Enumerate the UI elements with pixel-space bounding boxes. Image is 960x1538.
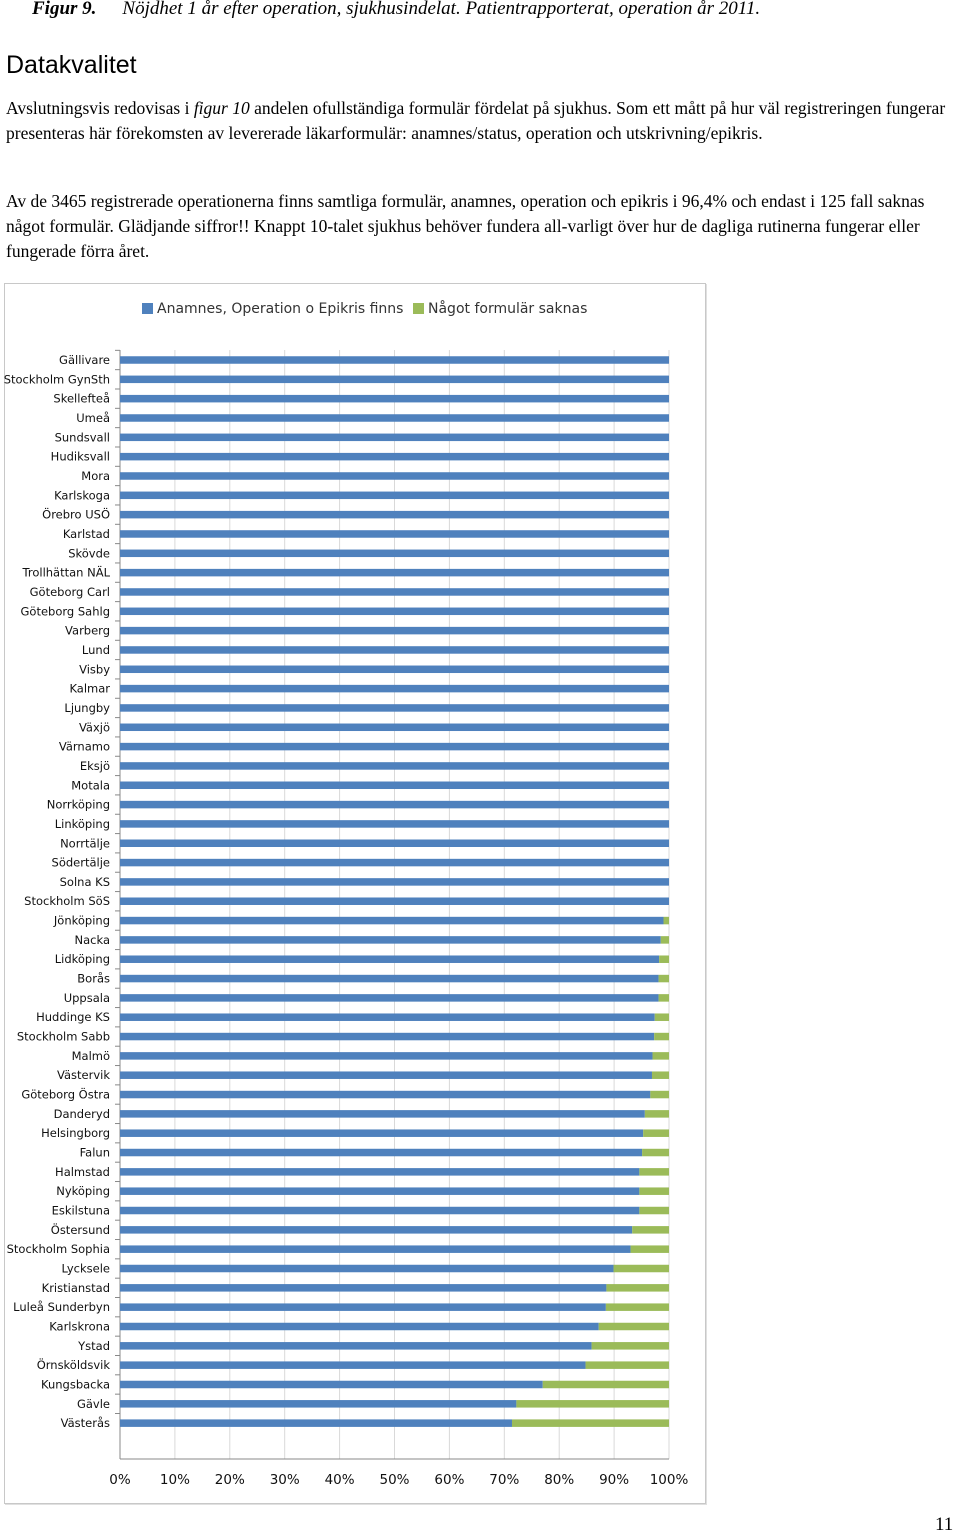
bar-complete xyxy=(120,1013,655,1021)
paragraph-intro-start: Avslutningsvis redovisas i xyxy=(6,98,194,118)
bar-complete xyxy=(120,569,669,577)
figure-caption-text: Nöjdhet 1 år efter operation, sjukhusindelat. Patientrapporterat, operation år 2011. xyxy=(122,0,761,19)
category-label: Trollhättan NÄL xyxy=(22,565,110,580)
bar-missing xyxy=(652,1071,669,1079)
figure-label: Figur 9. xyxy=(32,0,97,19)
bar-missing xyxy=(653,1052,669,1060)
x-tick-label: 70% xyxy=(489,1472,520,1488)
x-tick-label: 30% xyxy=(269,1472,300,1488)
category-label: Växjö xyxy=(78,720,110,735)
x-tick-label: 50% xyxy=(379,1472,410,1488)
category-label: Hudiksvall xyxy=(50,449,110,464)
bar-complete xyxy=(120,530,669,538)
category-label: Mora xyxy=(81,468,110,483)
bar-complete xyxy=(120,782,669,790)
bar-complete xyxy=(120,588,669,596)
bar-complete xyxy=(120,1052,653,1060)
category-label: Malmö xyxy=(71,1048,110,1063)
x-tick-label: 0% xyxy=(109,1472,131,1488)
bar-complete xyxy=(120,646,669,654)
bar-missing xyxy=(639,1187,669,1195)
category-label: Helsingborg xyxy=(41,1126,110,1141)
x-tick-label: 10% xyxy=(159,1472,190,1488)
bar-complete xyxy=(120,1265,614,1273)
bar-complete xyxy=(120,1033,654,1041)
category-label: Örebro USÖ xyxy=(42,507,110,522)
bar-missing xyxy=(650,1091,669,1099)
category-label: Lund xyxy=(81,642,110,657)
bar-complete xyxy=(120,434,669,442)
bar-complete xyxy=(120,897,669,905)
bar-complete xyxy=(120,376,669,384)
bar-complete xyxy=(120,1323,599,1331)
category-label: Halmstad xyxy=(55,1164,110,1179)
bar-complete xyxy=(120,1149,642,1157)
category-label: Nyköping xyxy=(56,1184,110,1199)
category-label: Stockholm Sophia xyxy=(6,1242,110,1257)
category-label: Skövde xyxy=(68,546,110,561)
bar-complete xyxy=(120,395,669,403)
figure-reference: figur 10 xyxy=(193,98,250,118)
bar-complete xyxy=(120,1342,592,1350)
bar-complete xyxy=(120,820,669,828)
bar-missing xyxy=(606,1284,669,1292)
category-label: Gällivare xyxy=(59,353,110,367)
bar-missing xyxy=(654,1033,669,1041)
bar-complete xyxy=(120,936,661,944)
category-label: Västerås xyxy=(60,1416,110,1431)
bar-missing xyxy=(639,1168,669,1176)
category-label: Norrtälje xyxy=(60,836,110,851)
bar-missing xyxy=(642,1149,669,1157)
bar-complete xyxy=(120,917,664,925)
bar-missing xyxy=(632,1226,669,1234)
bar-complete xyxy=(120,878,669,886)
x-tick-label: 90% xyxy=(599,1472,630,1488)
bar-missing xyxy=(659,994,669,1002)
bar-complete xyxy=(120,724,669,732)
category-label: Solna KS xyxy=(59,874,110,889)
category-label: Jönköping xyxy=(53,913,110,928)
bar-missing xyxy=(516,1400,669,1408)
category-label: Eksjö xyxy=(79,758,110,773)
category-label: Motala xyxy=(71,778,110,793)
category-label: Ystad xyxy=(78,1338,110,1353)
category-label: Nacka xyxy=(74,932,110,947)
category-label: Kungsbacka xyxy=(40,1377,110,1392)
bar-missing xyxy=(631,1245,669,1253)
category-label: Stockholm SöS xyxy=(24,894,110,909)
bar-complete xyxy=(120,685,669,693)
bar-complete xyxy=(120,666,669,674)
bar-complete xyxy=(120,1419,512,1427)
bar-missing xyxy=(543,1381,669,1389)
category-label: Visby xyxy=(79,662,110,677)
bar-complete xyxy=(120,1303,606,1311)
category-label: Falun xyxy=(79,1145,110,1160)
bar-missing xyxy=(606,1303,669,1311)
x-tick-label: 100% xyxy=(649,1472,689,1488)
category-label: Varberg xyxy=(65,623,110,638)
bar-complete xyxy=(120,1226,632,1234)
bar-complete xyxy=(120,859,669,867)
category-label: Linköping xyxy=(54,816,110,831)
bar-missing xyxy=(639,1207,669,1215)
bar-complete xyxy=(120,472,669,480)
bar-complete xyxy=(120,840,669,848)
category-label: Norrköping xyxy=(46,797,110,812)
category-label: Luleå Sunderbyn xyxy=(13,1300,110,1315)
bar-missing xyxy=(643,1129,669,1137)
bar-missing xyxy=(645,1110,669,1118)
x-tick-label: 40% xyxy=(324,1472,355,1488)
category-label: Södertälje xyxy=(51,855,110,870)
category-label: Göteborg Carl xyxy=(29,584,110,599)
category-label: Borås xyxy=(77,971,110,986)
legend-label-missing: Något formulär saknas xyxy=(428,301,588,317)
bar-missing xyxy=(659,955,669,963)
legend-label-complete: Anamnes, Operation o Epikris finns xyxy=(157,301,404,317)
category-label: Lycksele xyxy=(61,1261,110,1276)
category-label: Skellefteå xyxy=(53,391,110,406)
bar-missing xyxy=(592,1342,669,1350)
category-label: Eskilstuna xyxy=(51,1203,110,1218)
bar-complete xyxy=(120,1091,650,1099)
bar-missing xyxy=(586,1361,669,1369)
bar-complete xyxy=(120,743,669,751)
bar-complete xyxy=(120,1129,643,1137)
bar-complete xyxy=(120,762,669,770)
bar-complete xyxy=(120,994,659,1002)
category-label: Karlskoga xyxy=(54,488,110,503)
category-label: Ljungby xyxy=(64,700,110,715)
bar-complete xyxy=(120,1207,639,1215)
bar-complete xyxy=(120,975,659,983)
bar-complete xyxy=(120,1381,543,1389)
bar-complete xyxy=(120,1168,639,1176)
bar-complete xyxy=(120,356,669,364)
category-label: Karlskrona xyxy=(49,1319,110,1334)
section-heading: Datakvalitet xyxy=(6,51,137,79)
category-label: Värnamo xyxy=(58,739,110,754)
category-label: Göteborg Sahlg xyxy=(20,604,110,619)
category-label: Stockholm GynSth xyxy=(3,372,110,387)
bar-complete xyxy=(120,453,669,461)
bar-missing xyxy=(661,936,669,944)
category-label: Uppsala xyxy=(63,990,110,1005)
bar-complete xyxy=(120,627,669,635)
bar-complete xyxy=(120,511,669,519)
category-label: Kalmar xyxy=(69,681,110,696)
bar-complete xyxy=(120,1071,652,1079)
bar-complete xyxy=(120,414,669,422)
bar-complete xyxy=(120,1187,639,1195)
bar-complete xyxy=(120,801,669,809)
category-label: Karlstad xyxy=(62,526,110,541)
bar-missing xyxy=(659,975,669,983)
paragraph-results: Av de 3465 registrerade operationerna finns samtliga formulär, anamnes, operation och epikris i 96,4% och endast i 125 fall saknas något formulär. Glädjande siffror!! Knappt 10-talet sjukhus behöver fundera all-varligt över hur de dagliga rutinerna fungerar eller fungerade förra året. xyxy=(6,191,925,261)
category-label: Kristianstad xyxy=(41,1280,110,1295)
category-label: Östersund xyxy=(50,1222,110,1237)
bar-complete xyxy=(120,608,669,616)
category-label: Västervik xyxy=(57,1068,110,1083)
bar-complete xyxy=(120,1361,586,1369)
category-label: Sundsvall xyxy=(54,430,110,445)
category-label: Huddinge KS xyxy=(36,1010,110,1025)
paragraph-intro-rest: andelen ofullständiga formulär fördelat på sjukhus. Som ett mått på hur väl registreringen fungerar presenteras här förekomsten av levererade läkarformulär: anamnes/status, operation och utskrivning/epikris. xyxy=(6,98,946,143)
category-label: Danderyd xyxy=(53,1106,110,1121)
bar-complete xyxy=(120,1400,516,1408)
x-tick-label: 80% xyxy=(544,1472,575,1488)
bar-complete xyxy=(120,1110,645,1118)
bar-complete xyxy=(120,550,669,558)
x-tick-label: 20% xyxy=(214,1472,245,1488)
bar-complete xyxy=(120,492,669,500)
bar-missing xyxy=(512,1419,669,1427)
bar-missing xyxy=(664,917,669,925)
bar-complete xyxy=(120,704,669,712)
page-number: 11 xyxy=(935,1514,954,1535)
category-label: Lidköping xyxy=(54,952,110,967)
bar-complete xyxy=(120,955,659,963)
category-label: Stockholm Sabb xyxy=(16,1029,110,1044)
bar-missing xyxy=(614,1265,669,1273)
x-tick-label: 60% xyxy=(434,1472,465,1488)
bar-complete xyxy=(120,1245,631,1253)
bar-missing xyxy=(599,1323,669,1331)
category-label: Gävle xyxy=(76,1396,110,1411)
category-label: Göteborg Östra xyxy=(21,1087,110,1102)
bar-complete xyxy=(120,1284,606,1292)
category-label: Örnsköldsvik xyxy=(36,1358,110,1373)
category-label: Umeå xyxy=(76,410,110,425)
bar-missing xyxy=(655,1013,669,1021)
